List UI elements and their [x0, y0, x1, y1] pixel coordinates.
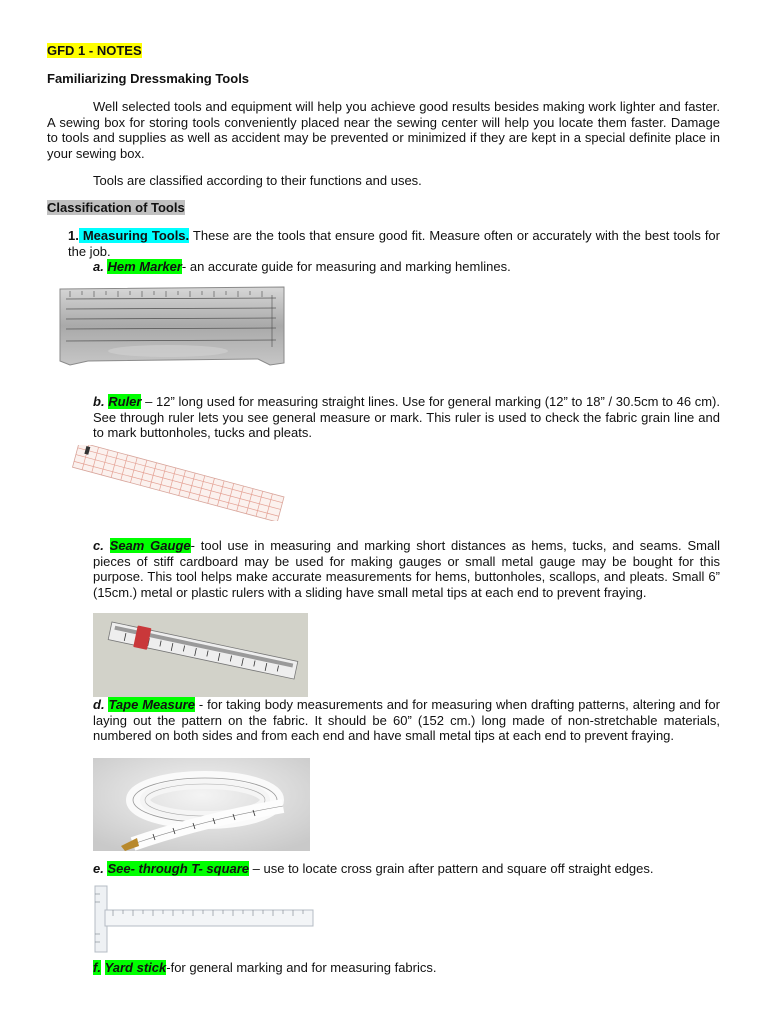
tool-yard-stick: [93, 960, 436, 976]
doc-heading: [47, 43, 142, 59]
tool-description: – 12” long used for measuring straight lines. Use for general marking (12” to 18” / 30.5cm to 46 cm). See through ruler lets you see general measure or mark. This ruler is used to check the fabric grain line and to mark buttonholes, tucks and pleats.: [93, 394, 720, 440]
tool-letter: c.: [93, 538, 104, 553]
tool-name: Tape Measure: [108, 697, 195, 712]
tool-letter: a.: [93, 259, 104, 274]
tool-tape-measure: [93, 697, 720, 744]
tool-name: See- through T- square: [107, 861, 250, 876]
tool-name: Seam Gauge: [109, 538, 191, 553]
tool-name: Ruler: [108, 394, 142, 409]
intro-paragraph: Well selected tools and equipment will help you achieve good results besides making work lighter and faster. A sewing box for storing tools conveniently placed near the sewing center will help you locate them faster. Damage to tools and supplies as well as accident may be prevented or minimized if they are kept in a special definite place in your sewing box.: [47, 99, 720, 161]
doc-heading-text: GFD 1 - NOTES: [47, 43, 142, 58]
item-text: These are the tools that ensure good fit. Measure often or accurately with the best tools for the job.: [68, 228, 720, 259]
tool-seam-gauge: [93, 538, 720, 600]
item-number: 1.: [68, 228, 79, 243]
tool-letter: f.: [93, 960, 101, 975]
doc-title: Familiarizing Dressmaking Tools: [47, 71, 250, 86]
tool-description: – use to locate cross grain after pattern and square off straight edges.: [249, 861, 654, 876]
tool-description: - tool use in measuring and marking short distances as hems, tucks, and seams. Small pieces of stiff cardboard may be used for making gauges or small metal gauge may be bought for this purpose. This tool helps make accurate measurements for hems, buttonholes, scallops, and pleats. Small 6” (15cm.) metal or plastic rulers with a sliding have small metal tips at each end to prevent fraying.: [93, 538, 720, 600]
tool-ruler: [93, 394, 720, 441]
list-item-measuring-tools: [68, 228, 720, 259]
tool-hem-marker: [93, 259, 511, 275]
item-label: Measuring Tools.: [78, 228, 190, 243]
tool-description: - an accurate guide for measuring and marking hemlines.: [181, 259, 511, 274]
section-heading: [47, 200, 185, 216]
tool-name: Yard stick: [104, 960, 167, 975]
tool-letter: b.: [93, 394, 105, 409]
tape-measure-image: [93, 758, 310, 851]
tool-letter: d.: [93, 697, 105, 712]
tool-description: -for general marking and for measuring fabrics.: [166, 960, 437, 975]
intro-paragraph-2: Tools are classified according to their functions and uses.: [93, 173, 422, 188]
tool-name: Hem Marker: [107, 259, 182, 274]
ruler-image: [68, 445, 288, 521]
t-square-image: [93, 880, 315, 956]
section-heading-text: Classification of Tools: [47, 200, 185, 215]
tool-description: - for taking body measurements and for measuring when drafting patterns, altering and for laying out the pattern on the fabric. It should be 60” (152 cm.) long made of non-stretchable materials, numbered on both sides and from each end and have small metal tips at each end to prevent fraying.: [93, 697, 720, 743]
tool-t-square: [93, 861, 654, 877]
tool-letter: e.: [93, 861, 104, 876]
hem-marker-image: [58, 285, 286, 370]
seam-gauge-image: [93, 613, 308, 697]
